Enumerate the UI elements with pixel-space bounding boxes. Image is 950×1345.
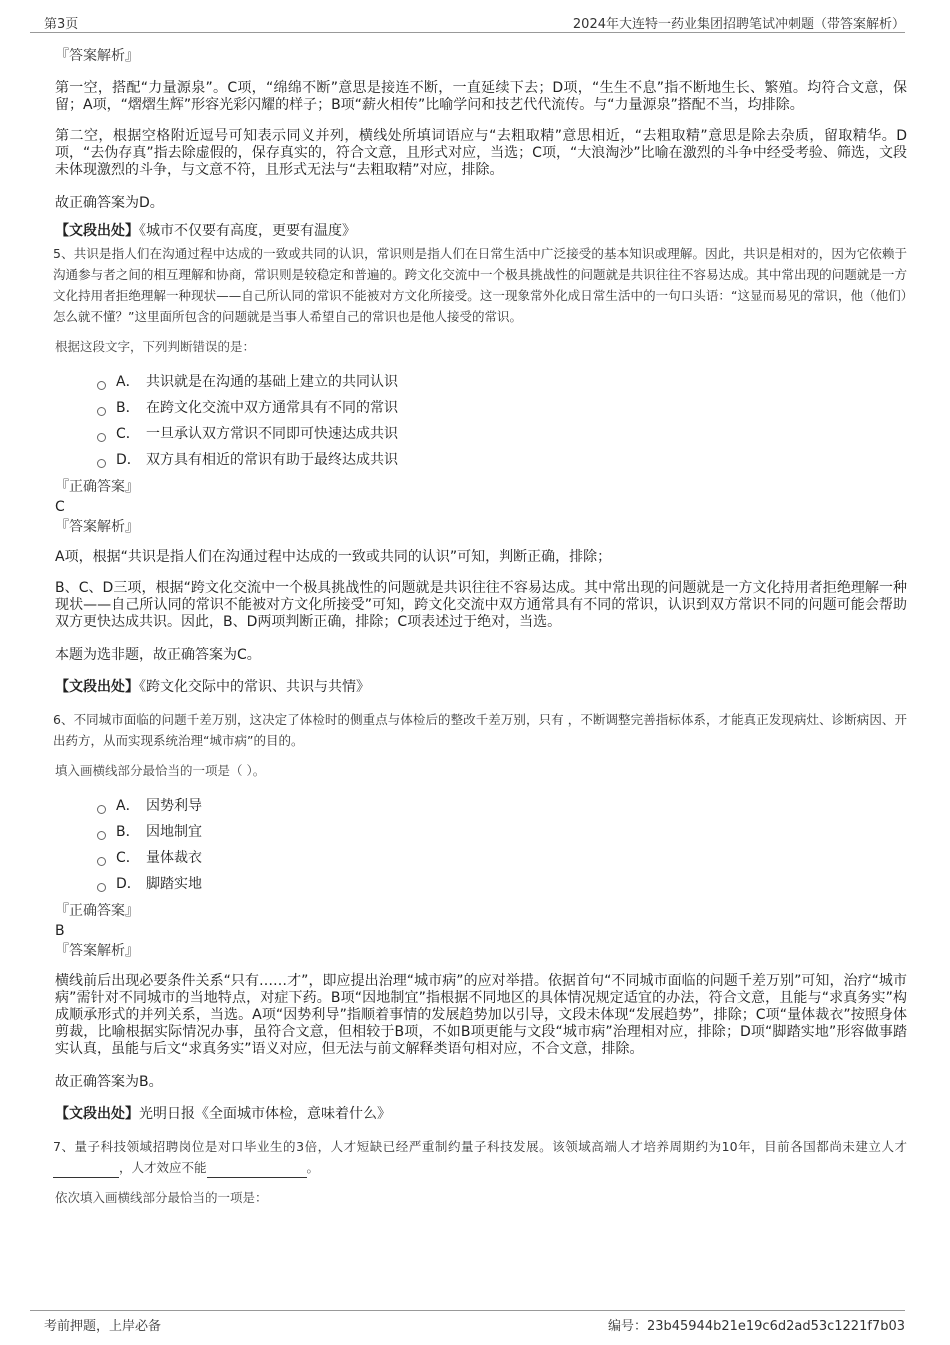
q5-analysis-label: 『答案解析』: [55, 519, 139, 535]
q6-source: [55, 1104, 907, 1124]
option-text: 一旦承认双方常识不同即可快速达成共识: [146, 426, 398, 442]
radio-icon[interactable]: [97, 433, 106, 442]
q5-question-text: 5、共识是指人们在沟通过程中达成的一致或共同的认识，常识则是指人们在日常生活中广泛接受的基本知识或理解。因此，共识是相对的，因为它依赖于沟通参与者之间的相互理解和协商，常识则是较稳定和普遍的。跨文化交流中一个极具挑战性的问题就是共识往往不容易达成。其中常出现的问题就是一方文化持用者拒绝理解一种现状——自己所认同的常识不能被对方文化所接受。这一现象常外化成日常生活中的一句口头语：“这显而易见的常识，他（他们）怎么就不懂？”这里面所包含的问题就是当事人希望自己的常识也是他人接受的常识。: [53, 246, 907, 324]
option-letter: C．: [116, 850, 140, 866]
q5-source: [55, 677, 907, 697]
q6-option-a[interactable]: [97, 793, 907, 819]
q6-option-b[interactable]: [97, 819, 907, 845]
q6-correct-answer: B: [55, 923, 65, 939]
q6-option-c[interactable]: [97, 845, 907, 871]
radio-icon[interactable]: [97, 407, 106, 416]
q7-blank-1: [53, 1163, 119, 1178]
radio-icon[interactable]: [97, 857, 106, 866]
q4-source: [55, 221, 907, 241]
q4-conclusion: 故正确答案为D。: [55, 195, 164, 211]
option-letter: D．: [116, 876, 141, 892]
option-text: 因势利导: [146, 798, 202, 814]
radio-icon[interactable]: [97, 381, 106, 390]
page-content: [55, 46, 907, 1208]
q7-text-part2: ，人才效应不能: [119, 1160, 207, 1175]
radio-icon[interactable]: [97, 459, 106, 468]
radio-icon[interactable]: [97, 883, 106, 892]
q7-blank-2: [207, 1163, 307, 1178]
q5-correct-label: 『正确答案』: [55, 479, 139, 495]
option-letter: D．: [116, 452, 141, 468]
q4-source-text: 《城市不仅要有高度，更要有温度》: [139, 223, 356, 239]
q5-source-text: 《跨文化交际中的常识、共识与共情》: [139, 679, 370, 695]
page-header: [30, 10, 905, 33]
q6-options: [55, 793, 907, 897]
option-text: 量体裁衣: [146, 850, 202, 866]
q5-correct-answer: C: [55, 499, 65, 515]
q6-analysis-p1: 横线前后出现必要条件关系“只有……才”，即应提出治理“城市病”的应对举措。依据首句“不同城市面临的问题千差万别”可知，治疗“城市病”需针对不同城市的当地特点，对症下药。B项“因地制宜”指根据不同地区的具体情况规定适宜的办法，符合文意，且能与“求真务实”构成顺承形式的并列关系，当选。A项“因势利导”指顺着事情的发展趋势加以引导，文段未体现“发展趋势”，排除；C项“量体裁衣”按照身体剪裁，比喻根据实际情况办事，虽符合文意，但相较于B项，不如B项更能与文段“城市病”治理相对应，排除；D项“脚踏实地”形容做事踏实认真，虽能与后文“求真务实”语义对应，但无法与前文解释类语句相对应，不合文意，排除。: [55, 973, 907, 1057]
option-text: 在跨文化交流中双方通常具有不同的常识: [146, 400, 398, 416]
q4-analysis-p2: 第二空，根据空格附近逗号可知表示同义并列，横线处所填词语应与“去粗取精”意思相近，“去粗取精”意思是除去杂质，留取精华。D项，“去伪存真”指去除虚假的，保存真实的，符合文意，且形式对应，当选；C项，“大浪淘沙”比喻在激烈的斗争中经受考验、筛选，文段未体现激烈的斗争，与文意不符，且形式无法与“去粗取精”对应，排除。: [55, 128, 907, 178]
q6-question-text: 6、不同城市面临的问题千差万别，这决定了体检时的侧重点与体检后的整改千差万别，只有 ，不断调整完善指标体系，才能真正发现病灶、诊断病因、开出药方，从而实现系统治理“城市病”的目的。: [53, 712, 907, 748]
option-letter: B．: [116, 824, 140, 840]
q5-conclusion: 本题为选非题，故正确答案为C。: [55, 647, 261, 663]
q6-prompt: 填入画横线部分最恰当的一项是（ ）。: [55, 763, 266, 778]
q5-analysis-p1: A项，根据“共识是指人们在沟通过程中达成的一致或共同的认识”可知，判断正确，排除；: [55, 549, 612, 565]
document-code: 编号：23b45944b21e19c6d2ad53c1221f7b03: [607, 1319, 905, 1334]
page-footer: [30, 1310, 905, 1333]
q6-source-text: 光明日报《全面城市体检，意味着什么》: [139, 1106, 391, 1122]
q7-question-text: [53, 1136, 907, 1178]
option-letter: B．: [116, 400, 140, 416]
option-letter: C．: [116, 426, 140, 442]
q5-prompt: 根据这段文字，下列判断错误的是：: [55, 339, 256, 354]
q6-source-label: 【文段出处】: [55, 1106, 139, 1122]
q5-options: [55, 369, 907, 473]
q5-analysis-p2: B、C、D三项，根据“跨文化交流中一个极具挑战性的问题就是共识往往不容易达成。其中常出现的问题就是一方文化持用者拒绝理解一种现状——自己所认同的常识不能被对方文化所接受”可知，跨文化交流中双方通常具有不同的常识，认识到双方常识不同的问题可能会帮助双方更快达成共识。因此，B、D两项判断正确，排除；C项表述过于绝对，当选。: [55, 580, 907, 630]
footer-slogan: 考前押题，上岸必备: [44, 1319, 162, 1334]
radio-icon[interactable]: [97, 805, 106, 814]
q6-conclusion: 故正确答案为B。: [55, 1074, 163, 1090]
q5-option-c[interactable]: [97, 421, 907, 447]
q7-text-part1: 7、量子科技领域招聘岗位是对口毕业生的3倍，人才短缺已经严重制约量子科技发展。该领域高端人才培养周期约为10年，目前各国都尚未建立人才: [53, 1139, 907, 1154]
q5-option-d[interactable]: [97, 447, 907, 473]
option-text: 双方具有相近的常识有助于最终达成共识: [146, 452, 398, 468]
q4-analysis-p1: 第一空，搭配“力量源泉”。C项，“绵绵不断”意思是接连不断，一直延续下去；D项，“生生不息”指不断地生长、繁殖。均符合文意，保留；A项，“熠熠生辉”形容光彩闪耀的样子；B项“薪火相传”比喻学问和技艺代代流传。与“力量源泉”搭配不当，均排除。: [55, 80, 907, 113]
radio-icon[interactable]: [97, 831, 106, 840]
option-text: 因地制宜: [146, 824, 202, 840]
option-letter: A．: [116, 798, 140, 814]
option-text: 脚踏实地: [146, 876, 202, 892]
q6-correct-label: 『正确答案』: [55, 903, 139, 919]
document-title: 2024年大连特一药业集团招聘笔试冲刺题（带答案解析）: [572, 17, 905, 32]
q7-text-part3: 。: [306, 1160, 320, 1175]
option-letter: A．: [116, 374, 140, 390]
q5-source-label: 【文段出处】: [55, 679, 139, 695]
q5-option-a[interactable]: [97, 369, 907, 395]
q5-option-b[interactable]: [97, 395, 907, 421]
q4-source-label: 【文段出处】: [55, 223, 139, 239]
q7-prompt: 依次填入画横线部分最恰当的一项是：: [55, 1190, 268, 1205]
page-number: 第3页: [44, 17, 79, 32]
q4-analysis-label: 『答案解析』: [55, 48, 139, 64]
option-text: 共识就是在沟通的基础上建立的共同认识: [146, 374, 398, 390]
q6-option-d[interactable]: [97, 871, 907, 897]
q6-analysis-label: 『答案解析』: [55, 943, 139, 959]
